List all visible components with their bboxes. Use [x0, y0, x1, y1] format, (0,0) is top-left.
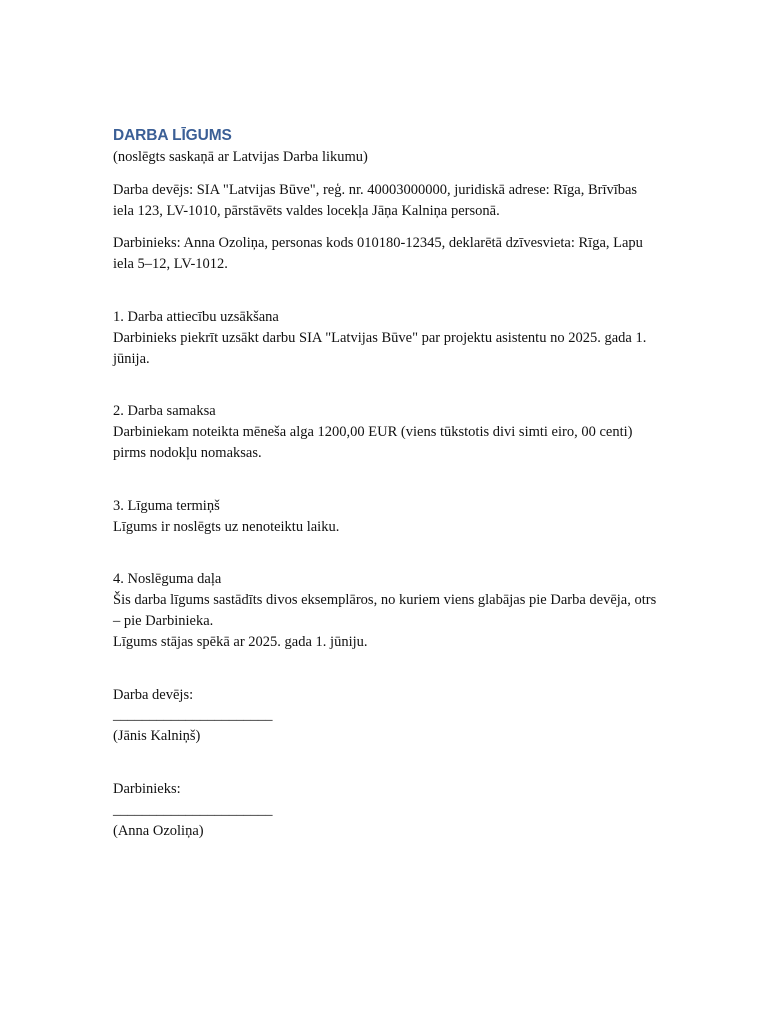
- section-heading: 1. Darba attiecību uzsākšana: [113, 308, 279, 325]
- employer-paragraph: Darba devējs: SIA "Latvijas Būve", reģ. nr. 40003000000, juridiskā adrese: Rīga, Brīvības iela 123, LV-1010, pārstāvēts valdes locekļa Jāņa Kalniņa personā.: [113, 181, 638, 219]
- section-body: Darbinieks piekrīt uzsākt darbu SIA "Latvijas Būve" par projektu asistentu no 2025. gada 1. jūnija.: [113, 329, 647, 367]
- signature-label: Darba devējs:: [113, 686, 194, 703]
- section-body: Darbiniekam noteikta mēneša alga 1200,00 EUR (viens tūkstotis divi simti eiro, 00 centi) pirms nodokļu nomaksas.: [113, 424, 633, 461]
- section-body: Līgums ir noslēgts uz nenoteiktu laiku.: [113, 518, 340, 535]
- section-body: Šis darba līgums sastādīts divos eksemplāros, no kuriem viens glabājas pie Darba devēja, otrs – pie Darbinieka.: [113, 592, 657, 629]
- section-heading: 4. Noslēguma daļa: [113, 571, 222, 588]
- contract-document: [113, 125, 658, 841]
- section-1: [113, 307, 658, 369]
- section-2: [113, 401, 658, 463]
- section-body-effective-date: Līgums stājas spēkā ar 2025. gada 1. jūniju.: [113, 633, 368, 650]
- section-heading: 2. Darba samaksa: [113, 403, 216, 420]
- document-title: DARBA LĪGUMS: [113, 127, 232, 144]
- employee-signature-block: [113, 779, 658, 841]
- signature-label: Darbinieks:: [113, 780, 181, 797]
- signature-line: ______________________: [113, 707, 273, 724]
- employee-paragraph: Darbinieks: Anna Ozoliņa, personas kods 010180-12345, deklarētā dzīvesvieta: Rīga, Lapu iela 5–12, LV-1012.: [113, 235, 643, 273]
- document-subtitle: (noslēgts saskaņā ar Latvijas Darba likumu): [113, 149, 368, 165]
- signatory-name: (Jānis Kalniņš): [113, 728, 201, 745]
- employer-signature-block: [113, 685, 658, 747]
- signature-line: ______________________: [113, 801, 273, 818]
- section-4: [113, 569, 658, 652]
- section-3: [113, 496, 658, 538]
- signatory-name: (Anna Ozoliņa): [113, 822, 204, 839]
- section-heading: 3. Līguma termiņš: [113, 497, 220, 514]
